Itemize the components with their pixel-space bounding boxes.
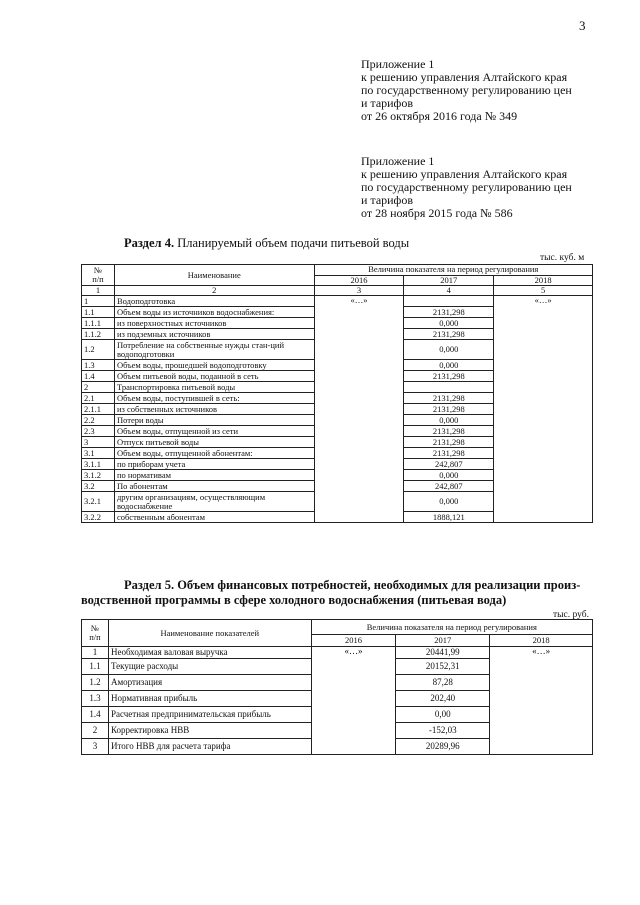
row-name: по нормативам <box>114 470 314 481</box>
row-name: Потери воды <box>114 415 314 426</box>
row-name: Водоподготовка <box>114 296 314 307</box>
appendix-line: к решению управления Алтайского края <box>361 167 568 181</box>
value-2017: 242,807 <box>404 481 494 492</box>
table-header-row <box>82 265 593 276</box>
value-2017: 0,000 <box>404 470 494 481</box>
row-num: 1.1.2 <box>82 329 115 340</box>
section4-title <box>124 236 409 251</box>
row-name: Отпуск питьевой воды <box>114 437 314 448</box>
row-name: из подземных источников <box>114 329 314 340</box>
value-2017: 2131,298 <box>404 307 494 318</box>
value-2017: 2131,298 <box>404 448 494 459</box>
value-2017: 2131,298 <box>404 329 494 340</box>
section4-title-text: Планируемый объем подачи питьевой воды <box>177 236 410 250</box>
row-num: 1 <box>82 647 109 659</box>
header-year: 2017 <box>396 635 490 647</box>
appendix-block-1 <box>361 58 621 123</box>
header-name: Наименование показателей <box>108 620 311 647</box>
row-name: Объем воды, прошедшей водоподготовку <box>114 360 314 371</box>
row-num: 1.3 <box>82 360 115 371</box>
header-year: 2016 <box>314 275 404 286</box>
row-name: Итого НВВ для расчета тарифа <box>108 739 311 755</box>
row-num: 1.3 <box>82 691 109 707</box>
value-2018: «…» <box>494 296 593 523</box>
row-name: Необходимая валовая выручка <box>108 647 311 659</box>
page-number: 3 <box>579 18 586 33</box>
appendix-line: от 28 ноября 2015 года № 586 <box>361 206 513 220</box>
header-colnum: 5 <box>494 286 593 296</box>
appendix-line: Приложение 1 <box>361 154 435 168</box>
row-num: 1.4 <box>82 707 109 723</box>
row-name: из собственных источников <box>114 404 314 415</box>
value-2017: 20152,31 <box>396 659 490 675</box>
row-name: Амортизация <box>108 675 311 691</box>
value-2017: 2131,298 <box>404 371 494 382</box>
row-name: Текущие расходы <box>108 659 311 675</box>
header-num: № п/п <box>82 265 115 286</box>
row-num: 2.1 <box>82 393 115 404</box>
row-num: 3 <box>82 739 109 755</box>
appendix-line: к решению управления Алтайского края <box>361 70 568 84</box>
row-name: из поверхностных источников <box>114 318 314 329</box>
section5-unit: тыс. руб. <box>553 610 589 620</box>
header-year: 2017 <box>404 275 494 286</box>
section4-unit: тыс. куб. м <box>540 253 585 263</box>
row-name: Расчетная предпринимательская прибыль <box>108 707 311 723</box>
row-num: 3 <box>82 437 115 448</box>
appendix-line: Приложение 1 <box>361 57 435 71</box>
header-name: Наименование <box>114 265 314 286</box>
value-2016: «…» <box>311 647 396 755</box>
row-num: 3.2 <box>82 481 115 492</box>
section5-title-line1: Объем финансовых потребностей, необходимых для реализации произ- <box>177 578 581 592</box>
section5-title <box>124 578 580 593</box>
table-colnum-row <box>82 286 593 296</box>
row-num: 2.2 <box>82 415 115 426</box>
value-2017: 2131,298 <box>404 404 494 415</box>
row-num: 1 <box>82 296 115 307</box>
value-2017: 2131,298 <box>404 437 494 448</box>
value-2017: -152,03 <box>396 723 490 739</box>
value-2017: 242,807 <box>404 459 494 470</box>
row-name: по приборам учета <box>114 459 314 470</box>
value-2018: «…» <box>490 647 593 755</box>
row-name: Объем воды, отпущенной абонентам: <box>114 448 314 459</box>
header-colnum: 2 <box>114 286 314 296</box>
section4-label: Раздел 4. <box>124 236 175 250</box>
appendix-line: от 26 октября 2016 года № 349 <box>361 109 518 123</box>
row-num: 2 <box>82 382 115 393</box>
row-num: 1.1.1 <box>82 318 115 329</box>
header-colnum: 3 <box>314 286 404 296</box>
appendix-line: и тарифов <box>361 193 414 207</box>
value-2017: 87,28 <box>396 675 490 691</box>
section5-label: Раздел 5. <box>124 578 175 592</box>
row-num: 2.1.1 <box>82 404 115 415</box>
appendix-line: по государственному регулированию цен <box>361 180 572 194</box>
value-2017: 0,000 <box>404 318 494 329</box>
header-year: 2018 <box>494 275 593 286</box>
header-year: 2016 <box>311 635 396 647</box>
appendix-line: и тарифов <box>361 96 414 110</box>
value-2017: 0,000 <box>404 340 494 360</box>
row-num: 3.1.2 <box>82 470 115 481</box>
row-name: Нормативная прибыль <box>108 691 311 707</box>
value-2017: 0,000 <box>404 360 494 371</box>
row-num: 3.1 <box>82 448 115 459</box>
value-2016: «…» <box>314 296 404 523</box>
value-2017: 1888,121 <box>404 512 494 523</box>
row-num: 1.2 <box>82 340 115 360</box>
header-num: № п/п <box>82 620 109 647</box>
row-name: собственным абонентам <box>114 512 314 523</box>
value-2017: 2131,298 <box>404 426 494 437</box>
row-name: Объем питьевой воды, поданной в сеть <box>114 371 314 382</box>
row-name: Объем воды, отпущенной из сети <box>114 426 314 437</box>
row-name: Корректировка НВВ <box>108 723 311 739</box>
section5-title-line2: водственной программы в сфере холодного водоснабжения (питьевая вода) <box>81 593 507 607</box>
appendix-block-2 <box>361 155 621 220</box>
row-num: 1.1 <box>82 307 115 318</box>
section5-table <box>81 619 593 755</box>
section4-table <box>81 264 593 523</box>
row-name: Объем воды, поступившей в сеть: <box>114 393 314 404</box>
table-header-row <box>82 620 593 635</box>
row-name: По абонентам <box>114 481 314 492</box>
appendix-line: по государственному регулированию цен <box>361 83 572 97</box>
row-num: 3.1.1 <box>82 459 115 470</box>
row-num: 1.4 <box>82 371 115 382</box>
row-name: Объем воды из источников водоснабжения: <box>114 307 314 318</box>
value-2017: 0,000 <box>404 492 494 512</box>
row-name: Потребление на собственные нужды стан-ций водоподготовки <box>114 340 314 360</box>
value-2017: 0,00 <box>396 707 490 723</box>
value-2017: 20441,99 <box>396 647 490 659</box>
row-name: Транспортировка питьевой воды <box>114 382 314 393</box>
value-2017: 0,000 <box>404 415 494 426</box>
row-num: 1.1 <box>82 659 109 675</box>
value-2017 <box>404 296 494 307</box>
value-2017: 20289,96 <box>396 739 490 755</box>
value-2017: 202,40 <box>396 691 490 707</box>
header-colnum: 1 <box>82 286 115 296</box>
header-year: 2018 <box>490 635 593 647</box>
row-num: 3.2.2 <box>82 512 115 523</box>
row-num: 1.2 <box>82 675 109 691</box>
row-num: 2 <box>82 723 109 739</box>
row-num: 3.2.1 <box>82 492 115 512</box>
header-colnum: 4 <box>404 286 494 296</box>
header-period: Величина показателя на период регулирования <box>314 265 592 276</box>
row-name: другим организациям, осуществляющим водоснабжение <box>114 492 314 512</box>
value-2017 <box>404 382 494 393</box>
row-num: 2.3 <box>82 426 115 437</box>
table-row <box>82 647 593 659</box>
value-2017: 2131,298 <box>404 393 494 404</box>
header-period: Величина показателя на период регулирования <box>311 620 592 635</box>
table-row <box>82 296 593 307</box>
